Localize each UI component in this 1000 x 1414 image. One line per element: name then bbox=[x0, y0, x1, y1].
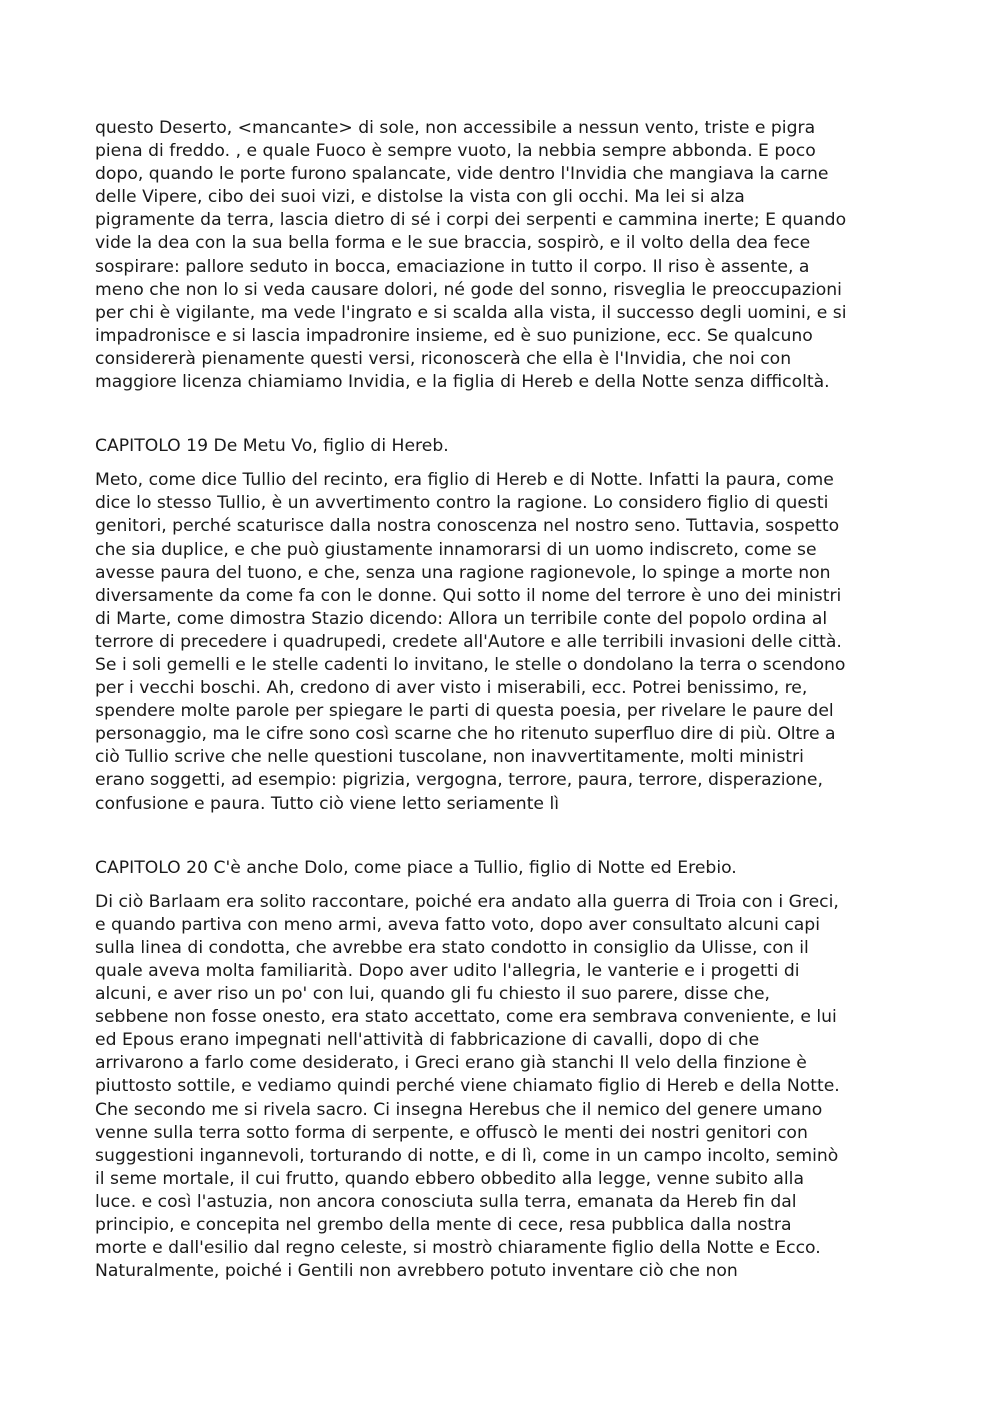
paragraph-fear: Meto, come dice Tullio del recinto, era figlio di Hereb e di Notte. Infatti la paura, come dice lo stesso Tullio, è un avvertimento contro la ragione. Lo considero figlio di questi genitori, perché scaturisce dalla nostra conoscenza nel nostro seno. Tuttavia, sospetto che sia duplice, e che può giustamente innamorarsi di un uomo indiscreto, come se avesse paura del tuono, e che, senza una ragione ragionevole, lo spinge a morte non diversamente da come fa con le donne. Qui sotto il nome del terrore è uno dei ministri di Marte, come dimostra Stazio dicendo: Allora un terribile conte del popolo ordina al terrore di precedere i quadrupedi, credete all'Autore e alle terribili invasioni delle città. Se i soli gemelli e le stelle cadenti lo invitano, le stelle o dondolano la terra o scendono per i vecchi boschi. Ah, credono di aver visto i miserabili, ecc. Potrei benissimo, re, spendere molte parole per spiegare le parti di questa poesia, per rivelare le paure del personaggio, ma le cifre sono così scarne che ho ritenuto superfluo dire di più. Oltre a ciò Tullio scrive che nelle questioni tuscolane, non inavvertitamente, molti ministri erano soggetti, ad esempio: pigrizia, vergogna, terrore, paura, terrore, disperazione, confusione e paura. Tutto ciò viene letto seriamente lì bbox=[95, 470, 846, 814]
document-page bbox=[95, 117, 910, 1283]
chapter-19-heading: CAPITOLO 19 De Metu Vo, figlio di Hereb. bbox=[95, 436, 449, 457]
paragraph-deceit: Di ciò Barlaam era solito raccontare, poiché era andato alla guerra di Troia con i Greci, e quando partiva con meno armi, aveva fatto voto, dopo aver consultato alcuni capi sulla linea di condotta, che avrebbe era stato condotto in consiglio da Ulisse, con il quale aveva molta familiarità. Dopo aver udito l'allegria, le vanterie e i progetti di alcuni, e aver riso un po' con lui, quando gli fu chiesto il suo parere, disse che, sebbene non fosse onesto, era stato accettato, come era sembrava conveniente, e lui ed Epous erano impegnati nell'attività di fabbricazione di cavalli, dopo di che arrivarono a farlo come desiderato, i Greci erano già stanchi Il velo della finzione è piuttosto sottile, e vediamo quindi perché viene chiamato figlio di Hereb e della Notte. Che secondo me si rivela sacro. Ci insegna Herebus che il nemico del genere umano venne sulla terra sotto forma di serpente, e offuscò le menti dei nostri genitori con suggestioni ingannevoli, torturando di notte, e di lì, come in un campo incolto, seminò il seme mortale, il cui frutto, quando ebbero obbedito alla legge, venne subito alla luce. e così l'astuzia, non ancora conosciuta sulla terra, emanata da Hereb fin dal principio, e concepita nel grembo della mente di cece, resa pubblica dalla nostra morte e dall'esilio dal regno celeste, si mostrò chiaramente figlio della Notte e Ecco. Naturalmente, poiché i Gentili non avrebbero potuto inventare ciò che non bbox=[95, 891, 840, 1282]
paragraph-envy: questo Deserto, <mancante> di sole, non accessibile a nessun vento, triste e pigra piena di freddo. , e quale Fuoco è sempre vuoto, la nebbia sempre abbonda. E poco dopo, quando le porte furono spalancate, vide dentro l'Invidia che mangiava la carne delle Vipere, cibo dei suoi vizi, e distolse la vista con gli occhi. Ma lei si alza pigramente da terra, lascia dietro di sé i corpi dei serpenti e cammina inerte; E quando vide la dea con la sua bella forma e le sue braccia, sospirò, e il volto della dea fece sospirare: pallore seduto in bocca, emaciazione in tutto il corpo. Il riso è assente, a meno che non lo si veda causare dolori, né gode del sonno, risveglia le preoccupazioni per chi è vigilante, ma vede l'ingrato e si scalda alla vista, il successo degli uomini, e si impadronisce e si lascia impadronire insieme, ed è suo punizione, ecc. Se qualcuno considererà pienamente questi versi, riconoscerà che ella è l'Invidia, che noi con maggiore licenza chiamiamo Invidia, e la figlia di Hereb e della Notte senza difficoltà. bbox=[95, 118, 847, 393]
chapter-20-heading: CAPITOLO 20 C'è anche Dolo, come piace a Tullio, figlio di Notte ed Erebio. bbox=[95, 857, 737, 878]
